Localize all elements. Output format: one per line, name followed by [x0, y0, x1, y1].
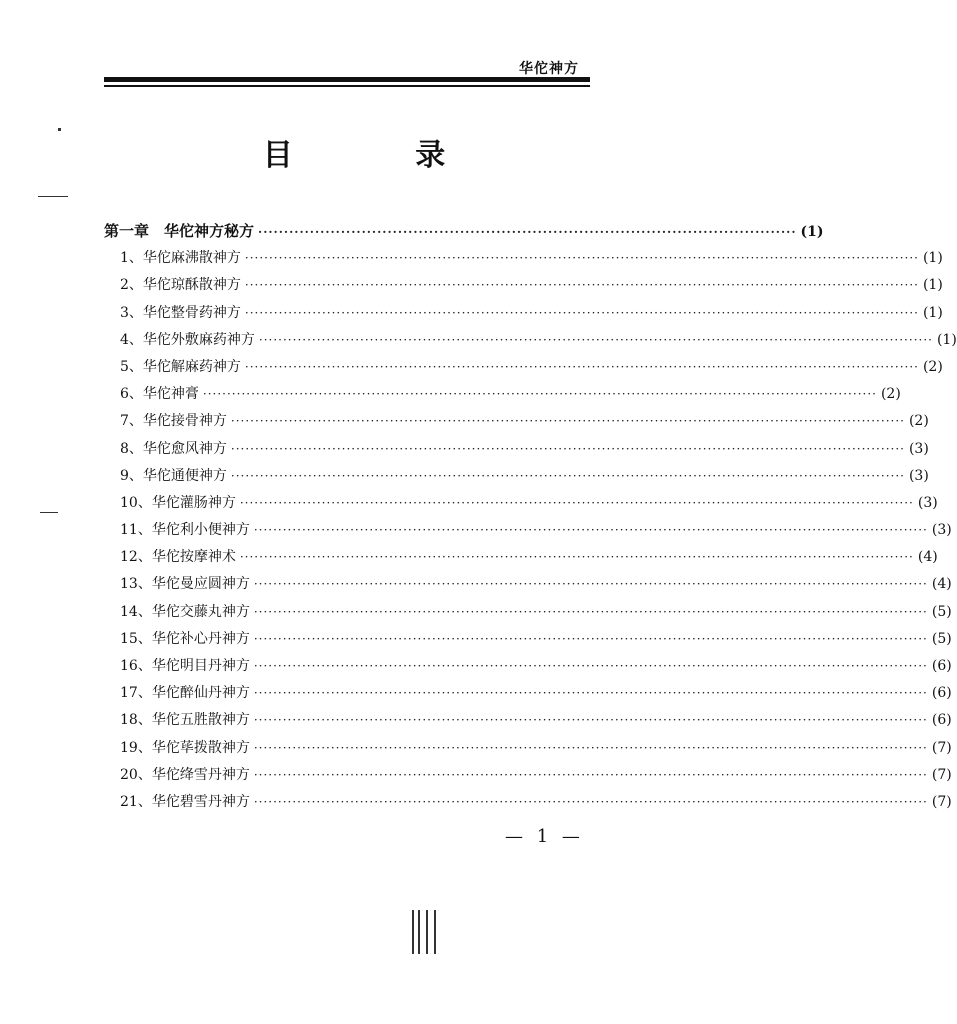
toc-entry-label: 11、华佗利小便神方 — [120, 522, 250, 539]
toc-entry[interactable] — [104, 438, 929, 465]
scan-speck — [412, 910, 414, 954]
leader-dots: ············································································································································ — [253, 631, 928, 646]
toc-chapter-entry[interactable] — [104, 220, 824, 247]
leader-dots: ············································································································································ — [253, 604, 928, 619]
scan-speck — [426, 910, 428, 954]
page-number: — 1 — — [505, 826, 584, 847]
running-header-title: 华佗神方 — [519, 61, 579, 77]
toc-entry-label: 14、华佗交藤丸神方 — [120, 603, 250, 620]
toc-entry-label: 17、华佗醉仙丹神方 — [120, 685, 250, 702]
toc-entry[interactable] — [104, 546, 938, 573]
toc-entry[interactable] — [104, 573, 952, 600]
toc-entry-label: 19、华佗荜拨散神方 — [120, 739, 250, 756]
leader-dots: ············································································································································ — [253, 577, 928, 592]
leader-dots: ············································································································································ — [253, 659, 928, 673]
toc-chapter-label: 第一章 华佗神方秘方 — [104, 222, 255, 240]
toc-entry[interactable] — [104, 709, 952, 736]
toc-entry[interactable] — [104, 737, 952, 764]
toc-entry-list — [104, 247, 957, 818]
leader-dots: ············································································································································ — [244, 278, 919, 293]
toc-entry-page: (2) — [922, 358, 943, 375]
toc-entry-page: (1) — [936, 331, 957, 348]
scan-speck — [58, 128, 61, 131]
toc-title: 目 录 — [262, 138, 502, 173]
toc-entry-page: (4) — [931, 576, 952, 593]
leader-dots: ············································································································································ — [244, 359, 919, 374]
toc-entry[interactable] — [104, 519, 952, 546]
toc-entry-page: (4) — [917, 549, 938, 566]
toc-entry-label: 16、华佗明目丹神方 — [120, 658, 250, 674]
leader-dots: ········································································································ — [258, 225, 797, 239]
toc-entry[interactable] — [104, 465, 929, 492]
toc-entry-label: 9、华佗通便神方 — [120, 467, 227, 484]
toc-entry[interactable] — [104, 628, 952, 655]
toc-entry[interactable] — [104, 329, 957, 356]
leader-dots: ············································································································································ — [230, 414, 905, 429]
toc-entry-label: 13、华佗曼应圆神方 — [120, 576, 250, 593]
toc-entry[interactable] — [104, 601, 952, 628]
toc-entry-label: 12、华佗按摩神术 — [120, 549, 236, 566]
toc-entry-page: (7) — [931, 766, 952, 783]
toc-entry-label: 20、华佗绛雪丹神方 — [120, 766, 250, 783]
toc-entry-label: 5、华佗解麻药神方 — [120, 358, 241, 375]
toc-entry-label: 21、华佗碧雪丹神方 — [120, 793, 250, 810]
toc-entry[interactable] — [104, 302, 943, 329]
toc-entry-label: 10、华佗灌肠神方 — [120, 494, 236, 511]
toc-entry-page: (1) — [922, 250, 943, 267]
toc-entry-label: 3、华佗整骨药神方 — [120, 304, 241, 321]
scan-speck — [434, 910, 436, 954]
toc-entry-page: (1) — [922, 277, 943, 294]
toc-entry-label: 4、华佗外敷麻药神方 — [120, 331, 255, 348]
toc-entry-page: (3) — [931, 522, 952, 539]
leader-dots: ············································································································································ — [253, 794, 928, 809]
scan-speck — [40, 512, 58, 513]
toc-entry-page: (5) — [931, 630, 952, 647]
leader-dots: ············································································································································ — [244, 251, 919, 266]
toc-entry-page: (7) — [931, 793, 952, 810]
toc-entry[interactable] — [104, 410, 929, 437]
toc-entry-label: 1、华佗麻沸散神方 — [120, 250, 241, 267]
leader-dots: ············································································································································ — [230, 468, 905, 483]
toc-entry[interactable] — [104, 356, 943, 383]
toc-entry[interactable] — [104, 492, 938, 519]
table-of-contents — [104, 220, 957, 818]
toc-entry-label: 18、华佗五胜散神方 — [120, 712, 250, 729]
toc-entry[interactable] — [104, 383, 901, 410]
leader-dots: ············································································································································ — [239, 550, 914, 565]
toc-entry-label: 8、华佗愈风神方 — [120, 440, 227, 457]
leader-dots: ············································································································································ — [239, 495, 914, 510]
toc-entry-page: (2) — [908, 413, 929, 430]
header-rule-thick — [104, 77, 590, 82]
leader-dots: ············································································································································ — [202, 387, 877, 402]
toc-entry[interactable] — [104, 655, 952, 682]
leader-dots: ············································································································································ — [258, 332, 933, 347]
scan-speck — [38, 196, 68, 197]
leader-dots: ············································································································································ — [253, 713, 928, 728]
toc-entry[interactable] — [104, 247, 943, 274]
toc-entry[interactable] — [104, 791, 952, 818]
toc-entry-page: (6) — [931, 685, 952, 702]
toc-entry-label: 2、华佗琼酥散神方 — [120, 277, 241, 294]
leader-dots: ············································································································································ — [230, 441, 905, 456]
toc-entry-label: 15、华佗补心丹神方 — [120, 630, 250, 647]
toc-entry-page: (2) — [880, 386, 901, 403]
leader-dots: ············································································································································ — [253, 767, 928, 782]
toc-entry-page: (5) — [931, 603, 952, 620]
toc-entry-page: (3) — [908, 467, 929, 484]
toc-entry[interactable] — [104, 682, 952, 709]
toc-chapter-page: (1) — [800, 224, 824, 240]
toc-entry-label: 7、华佗接骨神方 — [120, 413, 227, 430]
toc-entry-label: 6、华佗神膏 — [120, 386, 199, 403]
toc-entry-page: (7) — [931, 739, 952, 756]
toc-entry-page: (1) — [922, 304, 943, 321]
toc-entry-page: (3) — [917, 494, 938, 511]
header-rule-thin — [104, 85, 590, 87]
toc-entry-page: (6) — [931, 658, 952, 674]
leader-dots: ············································································································································ — [253, 523, 928, 538]
toc-entry-page: (3) — [908, 440, 929, 457]
toc-entry-page: (6) — [931, 712, 952, 729]
scan-speck — [418, 910, 420, 954]
toc-entry[interactable] — [104, 274, 943, 301]
leader-dots: ············································································································································ — [253, 740, 928, 755]
toc-entry[interactable] — [104, 764, 952, 791]
leader-dots: ············································································································································ — [244, 305, 919, 320]
leader-dots: ············································································································································ — [253, 686, 928, 701]
